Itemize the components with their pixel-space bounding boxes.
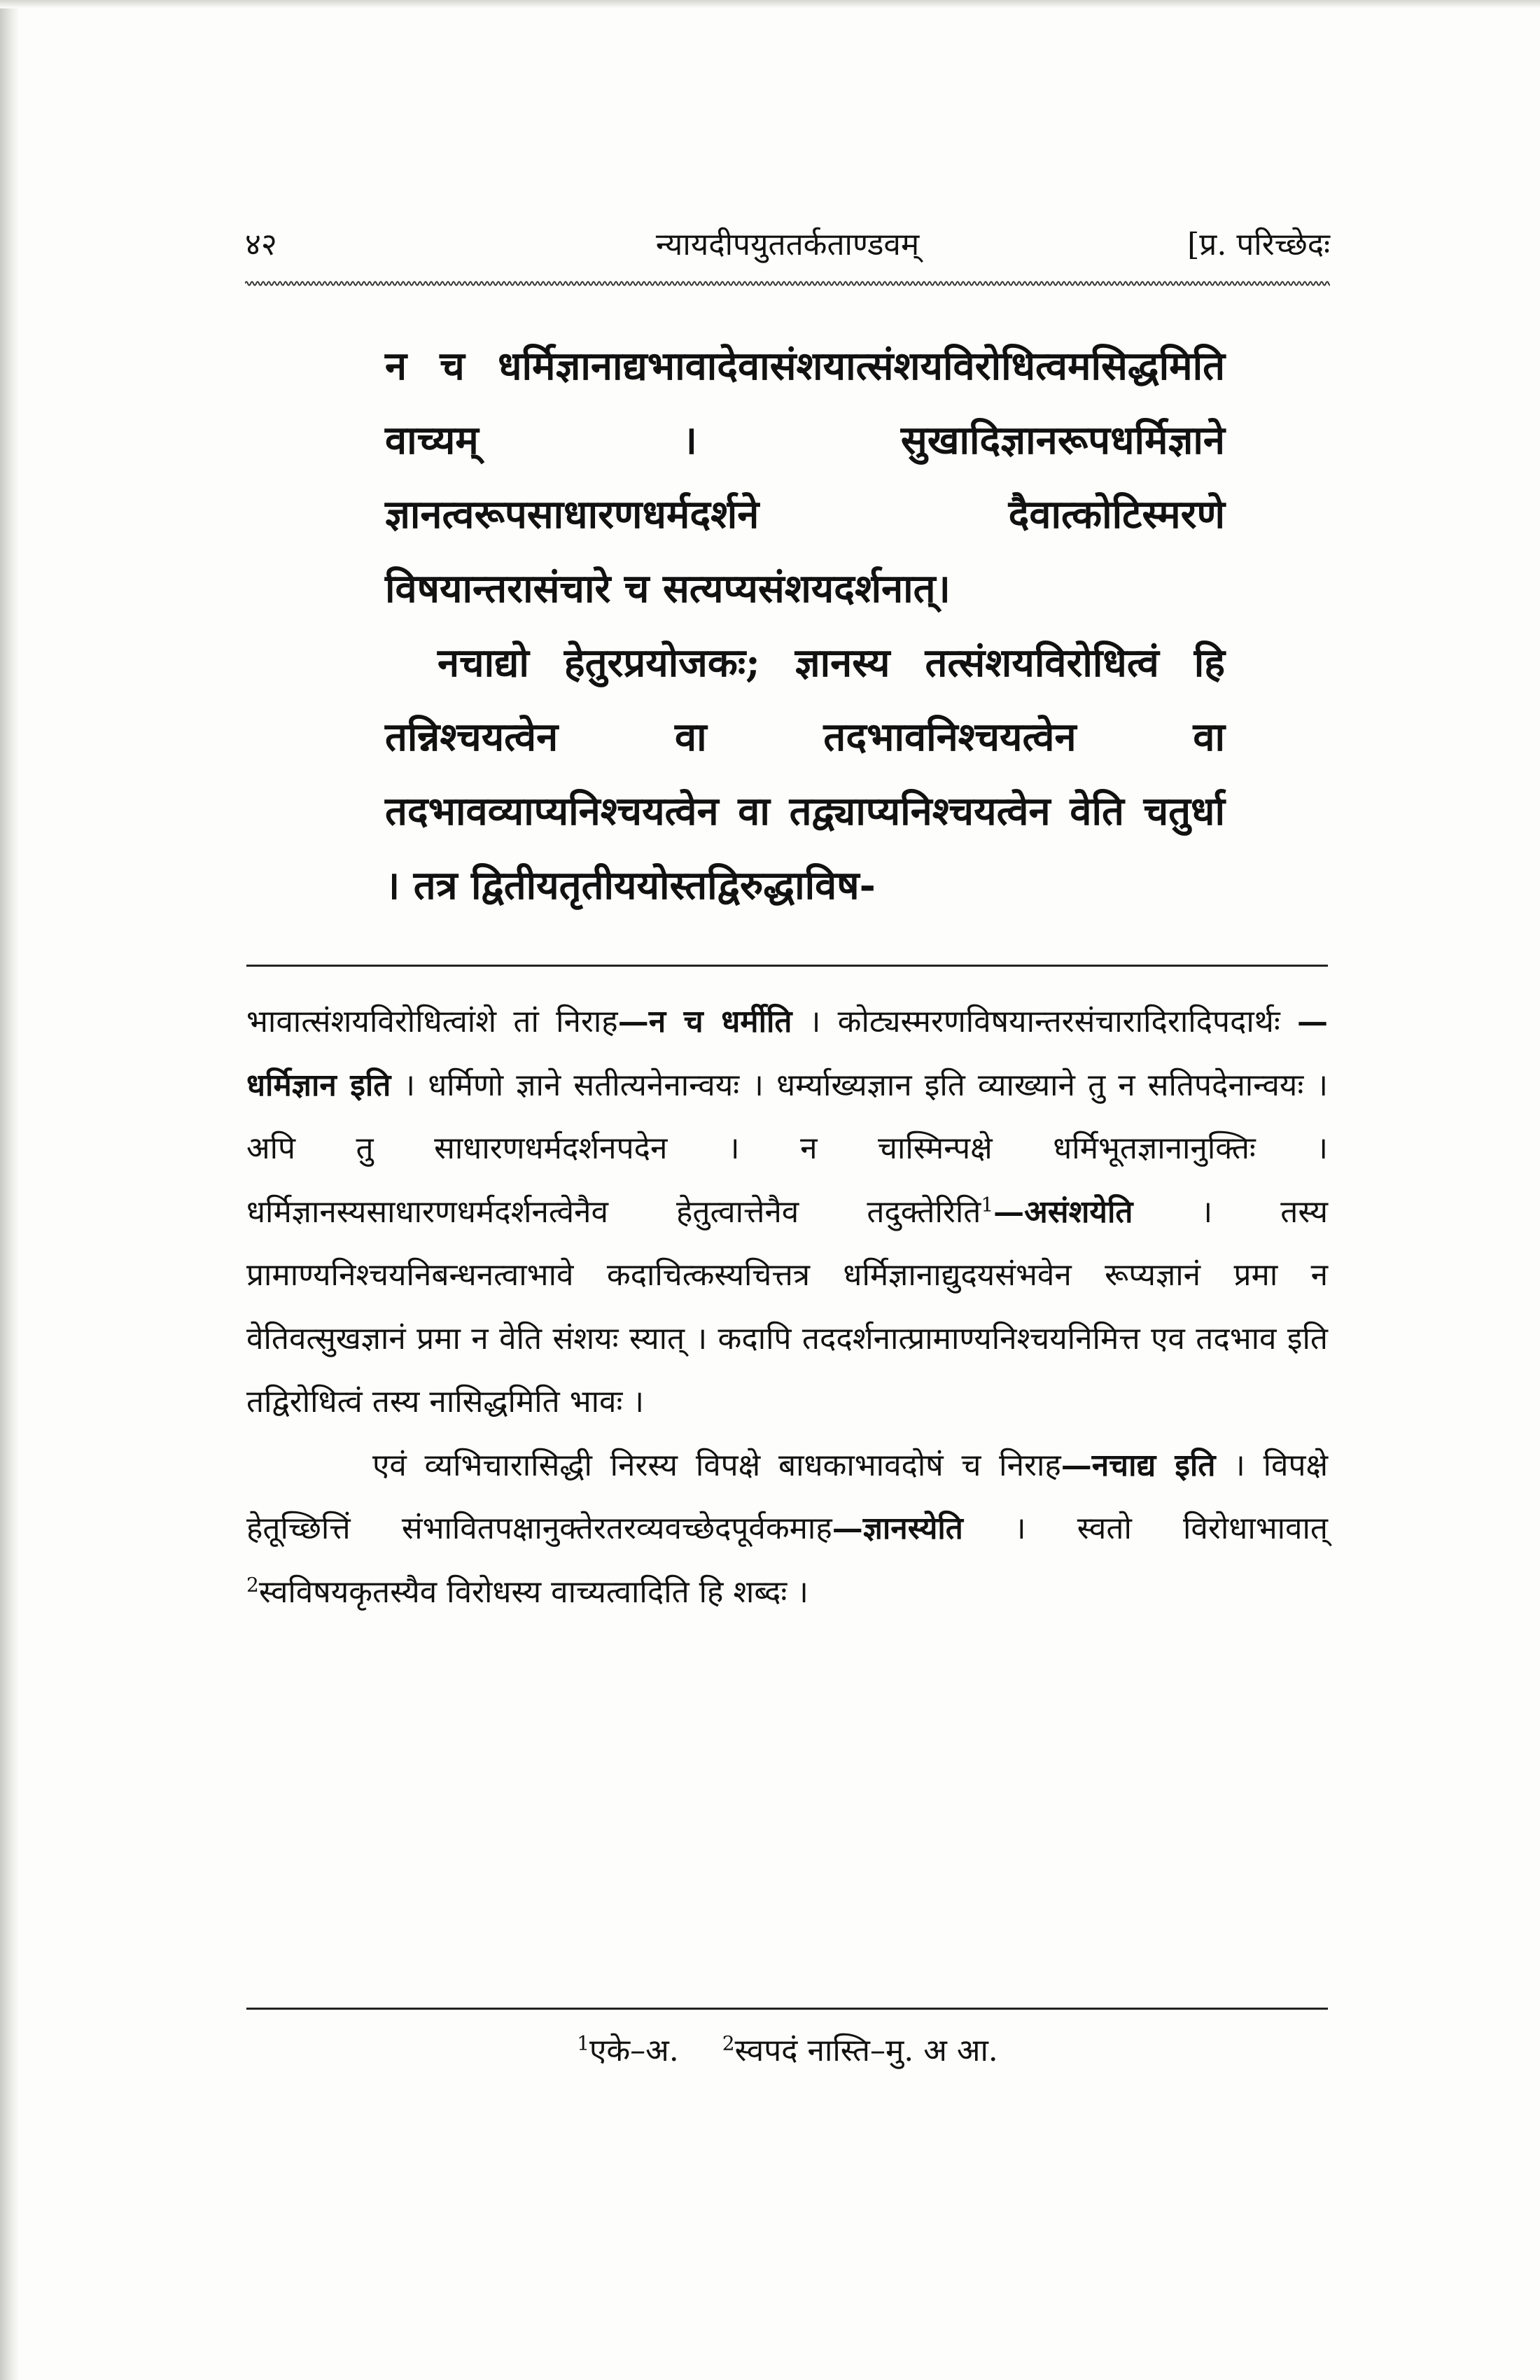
commentary-text-run: । स्वतो विरोधाभावात् [962, 1511, 1328, 1546]
footnote-1-text: एके–अ. [589, 2033, 679, 2068]
running-title: न्यायदीपयुततर्कताण्डवम् [655, 227, 920, 262]
page-number: ४२ [245, 227, 277, 262]
main-text [385, 329, 1225, 923]
footnote-1-marker: 1 [577, 2031, 590, 2055]
footnote-divider [246, 2008, 1328, 2010]
page-top-edge [0, 0, 1540, 8]
footnotes [245, 2023, 1330, 2079]
running-header [245, 214, 1330, 276]
commentary-paragraph-1 [246, 990, 1328, 1434]
main-commentary-divider [246, 965, 1328, 967]
page-edge-shadow [0, 0, 20, 2380]
commentary-text-run: । कोट्यस्मरणविषयान्तरसंचारादिरादिपदार्थः [792, 1004, 1298, 1040]
header-wavy-rule [245, 279, 1330, 288]
commentary-text-run: । विपक्षे हेतूच्छित्तिं संभावितपक्षानुक्तेरतरव्यवच्छेदपूर्वकमाह [246, 1447, 1329, 1546]
section-label: [प्र. परिच्छेदः [1187, 227, 1330, 262]
main-paragraph-1: न च धर्मिज्ञानाद्यभावादेवासंशयात्संशयविरोधित्वमसिद्धमिति वाच्यम् । सुखादिज्ञानरूपधर्मिज्ञाने ज्ञानत्वरूपसाधारणधर्मदर्शने दैवात्कोटिस्मरणे विषयान्तरासंचारे च सत्यप्यसंशयदर्शनात्। [385, 343, 1225, 612]
footnote-2-text: स्वपदं नास्ति–मु. अ आ. [734, 2033, 998, 2068]
main-paragraph-2: नचाद्यो हेतुरप्रयोजकः; ज्ञानस्य तत्संशयविरोधित्वं हि तन्निश्चयत्वेन वा तदभावनिश्चयत्वेन वा तदभावव्याप्यनिश्चयत्वेन वा तद्व्याप्यनिश्चयत्वेन वेति चतुर्धा । तत्र द्वितीयतृतीययोस्तद्विरुद्धाविष- [385, 640, 1225, 909]
lemma: —असंशयेति [993, 1194, 1133, 1230]
lemma: —नचाद्य इति [1060, 1447, 1216, 1483]
footnote-marker: 2 [246, 1572, 259, 1596]
commentary-text [246, 990, 1328, 1624]
footnote-2-marker: 2 [722, 2031, 735, 2055]
footnote-1 [577, 2033, 679, 2068]
lemma: —न च धर्मीति [617, 1004, 792, 1040]
commentary-paragraph-2 [246, 1434, 1328, 1625]
commentary-text-run: भावात्संशयविरोधित्वांशे तां निराह [246, 1004, 618, 1040]
lemma: —धर्मिज्ञान इति [246, 1004, 1329, 1103]
commentary-text-run: । तस्य प्रामाण्यनिश्चयनिबन्धनत्वाभावे कदाचित्कस्यचित्तत्र धर्मिज्ञानाद्युदयसंभवेन रूप्यज्ञानं प्रमा न वेतिवत्सुखज्ञानं प्रमा न वेति संशयः स्यात् । कदापि तददर्शनात्प्रामाण्यनिश्चयनिमित्त एव तदभाव इति तद्विरोधित्वं तस्य नासिद्धमिति भावः । [246, 1194, 1328, 1420]
footnote-marker: 1 [981, 1192, 994, 1216]
footnote-2 [722, 2033, 998, 2068]
lemma: —ज्ञानस्येति [832, 1511, 963, 1546]
commentary-text-run: एवं व्यभिचारासिद्धी निरस्य विपक्षे बाधकाभावदोषं च निराह [372, 1447, 1061, 1483]
commentary-text-run: स्वविषयकृतस्यैव विरोधस्य वाच्यत्वादिति हि शब्दः । [258, 1574, 808, 1610]
commentary-text-run: । धर्मिणो ज्ञाने सतीत्यनेनान्वयः । धर्म्याख्यज्ञान इति व्याख्याने तु न सतिपदेनान्वयः । अपि तु साधारणधर्मदर्शनपदेन । न चास्मिन्पक्षे धर्मिभूतज्ञानानुक्तिः । धर्मिज्ञानस्यसाधारणधर्मदर्शनत्वेनैव हेतुत्वात्तेनैव तदुक्तेरिति [246, 1067, 1329, 1230]
